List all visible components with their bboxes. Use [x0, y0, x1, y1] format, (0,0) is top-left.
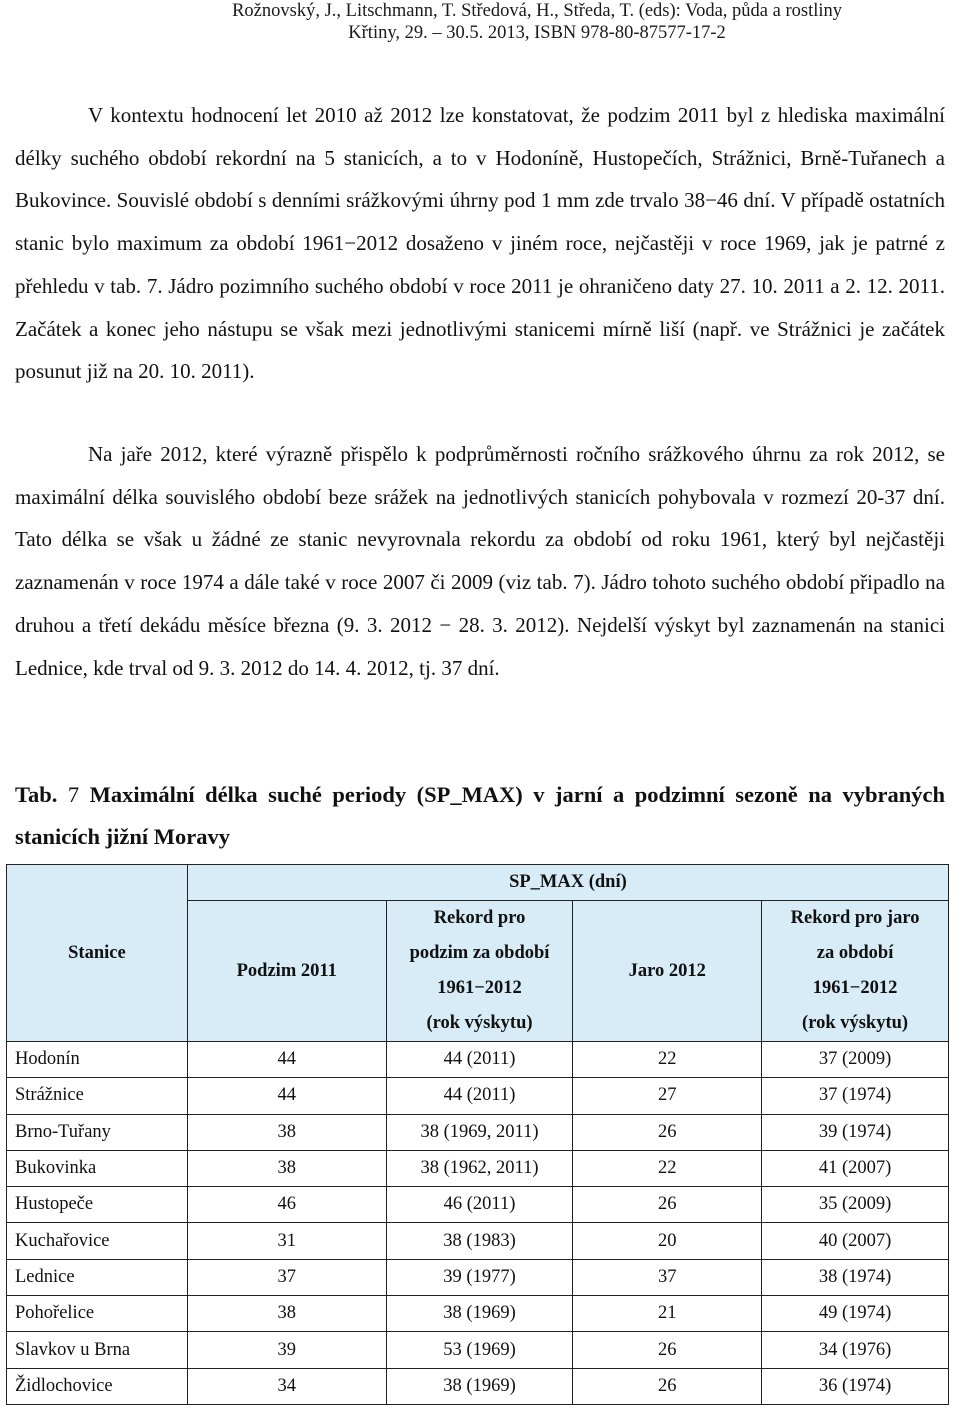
spring-record-value: 41 (2007) [762, 1150, 949, 1186]
table-row [7, 1368, 949, 1404]
station-name: Hustopeče [7, 1187, 188, 1223]
header-conference: Křtiny, 29. – 30.5. 2013, ISBN 978-80-87577-17-2 [348, 23, 726, 43]
spring-2012-value: 26 [573, 1187, 762, 1223]
caption-number: 7 [67, 782, 80, 807]
table-row [7, 1332, 949, 1368]
caption-text: Maximální délka suché periody (SP_MAX) v jarní a podzimní sezoně na vybraných stanicích jižní Moravy [15, 782, 946, 849]
header-autumn-record-line: 1961−2012 [437, 978, 522, 998]
header-spring-2012: Jaro 2012 [573, 901, 762, 1042]
autumn-2011-value: 46 [187, 1187, 386, 1223]
autumn-record-value: 53 (1969) [386, 1332, 573, 1368]
header-spring-record [762, 901, 949, 1042]
autumn-record-value: 38 (1969) [386, 1368, 573, 1404]
station-name: Slavkov u Brna [7, 1332, 188, 1368]
station-name: Bukovinka [7, 1150, 188, 1186]
autumn-2011-value: 38 [187, 1150, 386, 1186]
spring-2012-value: 21 [573, 1296, 762, 1332]
spring-2012-value: 27 [573, 1078, 762, 1114]
autumn-record-value: 44 (2011) [386, 1078, 573, 1114]
autumn-2011-value: 37 [187, 1259, 386, 1295]
spring-2012-value: 22 [573, 1150, 762, 1186]
header-spring-record-line: (rok výskytu) [802, 1013, 909, 1033]
autumn-record-value: 38 (1983) [386, 1223, 573, 1259]
header-autumn-record-line: Rekord pro [433, 908, 526, 928]
station-name: Židlochovice [7, 1368, 188, 1404]
spring-record-value: 37 (1974) [762, 1078, 949, 1114]
station-name: Pohořelice [7, 1296, 188, 1332]
header-autumn-record-line: (rok výskytu) [426, 1013, 533, 1033]
spring-2012-value: 22 [573, 1042, 762, 1078]
header-citation: Rožnovský, J., Litschmann, T. Středová, H., Středa, T. (eds): Voda, půda a rostliny [232, 1, 842, 21]
table-row [7, 1150, 949, 1186]
header-autumn-record [386, 901, 573, 1042]
spring-record-value: 39 (1974) [762, 1114, 949, 1150]
autumn-record-value: 44 (2011) [386, 1042, 573, 1078]
spring-record-value: 37 (2009) [762, 1042, 949, 1078]
header-autumn-2011: Podzim 2011 [187, 901, 386, 1042]
table-row [7, 1114, 949, 1150]
header-sp-max: SP_MAX (dní) [187, 865, 948, 901]
table-row [7, 1223, 949, 1259]
header-spring-record-line: 1961−2012 [812, 978, 898, 998]
autumn-2011-value: 38 [187, 1114, 386, 1150]
autumn-record-value: 38 (1969) [386, 1296, 573, 1332]
autumn-2011-value: 44 [187, 1042, 386, 1078]
station-name: Hodonín [7, 1042, 188, 1078]
table-row [7, 1259, 949, 1295]
table-body [7, 1042, 949, 1405]
autumn-record-value: 39 (1977) [386, 1259, 573, 1295]
autumn-2011-value: 44 [187, 1078, 386, 1114]
caption-label: Tab. [15, 782, 58, 807]
header-spring-record-line: za období [816, 943, 894, 963]
paragraph-spring: Na jaře 2012, které výrazně přispělo k podprůměrnosti ročního srážkového úhrnu za rok 2012, se maximální délka souvislého období beze srážek na jednotlivých stanicích pohybovala v rozmezí 20-37 dní. Tato délka se však u žádné ze stanic nevyrovnala rekordu za období od roku 1961, který byl nejčastěji zaznamenán v roce 1974 a dále také v roce 2007 či 2009 (viz tab. 7). Jádro tohoto suchého období připadlo na druhou a třetí dekádu měsíce března (9. 3. 2012 − 28. 3. 2012). Nejdelší výskyt byl zaznamenán na stanici Lednice, kde trval od 9. 3. 2012 do 14. 4. 2012, tj. 37 dní. [15, 442, 945, 680]
spring-record-value: 49 (1974) [762, 1296, 949, 1332]
header-station: Stanice [7, 865, 188, 1042]
station-name: Lednice [7, 1259, 188, 1295]
autumn-record-value: 38 (1969, 2011) [386, 1114, 573, 1150]
table-row [7, 1042, 949, 1078]
header-spring-record-line: Rekord pro jaro [790, 908, 920, 928]
spring-record-value: 35 (2009) [762, 1187, 949, 1223]
paragraph-autumn: V kontextu hodnocení let 2010 až 2012 lze konstatovat, že podzim 2011 byl z hlediska maximální délky suchého období rekordní na 5 stanicích, a to v Hodoníně, Hustopečích, Strážnici, Brně-Tuřanech a Bukovince. Souvislé období s denními srážkovými úhrny pod 1 mm zde trvalo 38−46 dní. V případě ostatních stanic bylo maximum za období 1961−2012 dosaženo v jiném roce, nejčastěji v roce 1969, jak je patrné z přehledu v tab. 7. Jádro pozimního suchého období v roce 2011 je ohraničeno daty 27. 10. 2011 a 2. 12. 2011. Začátek a konec jeho nástupu se však mezi jednotlivými stanicemi mírně liší (např. ve Strážnici je začátek posunut již na 20. 10. 2011). [15, 103, 945, 384]
autumn-record-value: 46 (2011) [386, 1187, 573, 1223]
spring-record-value: 36 (1974) [762, 1368, 949, 1404]
autumn-2011-value: 38 [187, 1296, 386, 1332]
spring-2012-value: 26 [573, 1114, 762, 1150]
table-caption [15, 774, 945, 858]
spring-2012-value: 26 [573, 1332, 762, 1368]
station-name: Strážnice [7, 1078, 188, 1114]
autumn-record-value: 38 (1962, 2011) [386, 1150, 573, 1186]
sp-max-table [6, 864, 949, 1405]
spring-record-value: 34 (1976) [762, 1332, 949, 1368]
autumn-2011-value: 34 [187, 1368, 386, 1404]
station-name: Brno-Tuřany [7, 1114, 188, 1150]
spring-2012-value: 26 [573, 1368, 762, 1404]
table-row [7, 1187, 949, 1223]
spring-2012-value: 20 [573, 1223, 762, 1259]
station-name: Kuchařovice [7, 1223, 188, 1259]
autumn-2011-value: 31 [187, 1223, 386, 1259]
table-row [7, 1296, 949, 1332]
spring-record-value: 40 (2007) [762, 1223, 949, 1259]
spring-2012-value: 37 [573, 1259, 762, 1295]
page-header [232, 0, 842, 44]
header-autumn-record-line: podzim za období [409, 943, 550, 963]
autumn-2011-value: 39 [187, 1332, 386, 1368]
spring-record-value: 38 (1974) [762, 1259, 949, 1295]
table-row [7, 1078, 949, 1114]
